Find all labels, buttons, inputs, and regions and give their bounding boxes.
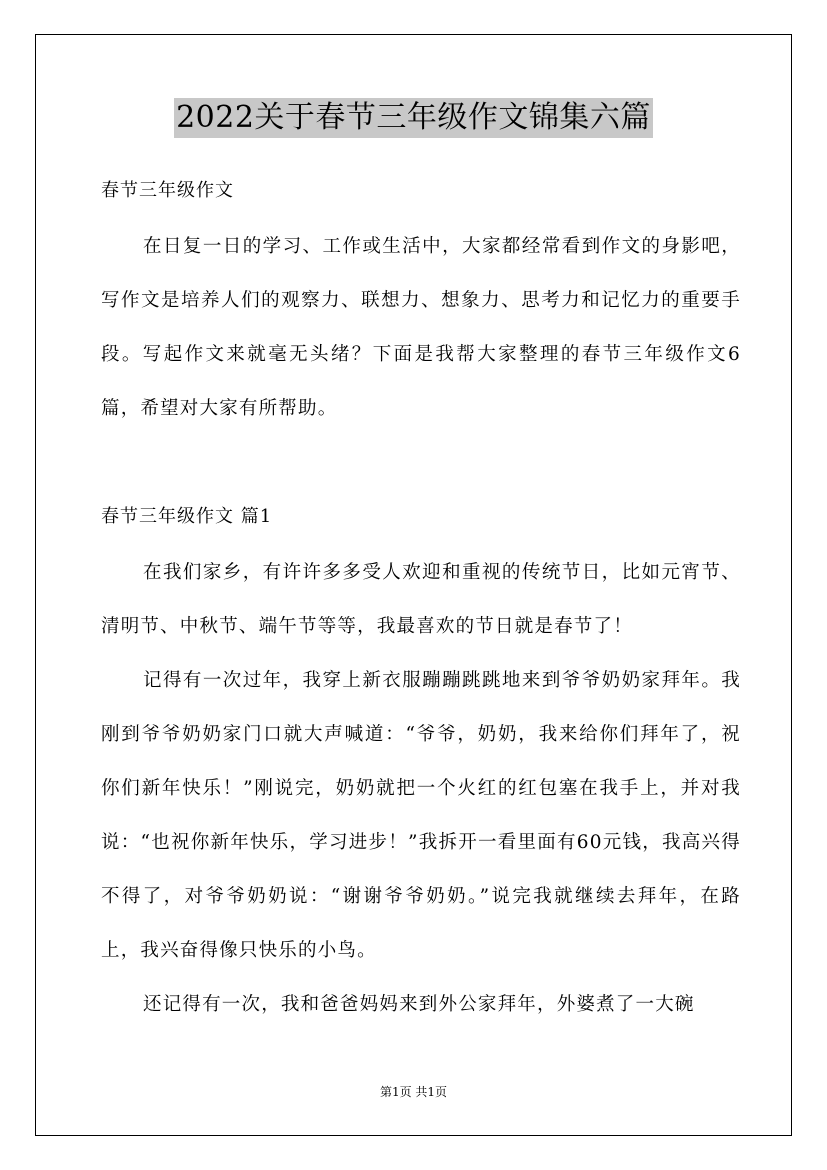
document-body xyxy=(101,176,741,1032)
title-wrapper xyxy=(0,98,827,138)
document-title: 2022关于春节三年级作文锦集六篇 xyxy=(174,98,653,138)
body-paragraph: 还记得有一次，我和爸爸妈妈来到外公家拜年，外婆煮了一大碗 xyxy=(143,994,695,1015)
page-footer: 第1页 共1页 xyxy=(379,1085,448,1099)
intro-paragraph: 在日复一日的学习、工作或生活中，大家都经常看到作文的身影吧，写作文是培养人们的观察力、联想力、想象力、思考力和记忆力的重要手段。写起作文来就毫无头绪？下面是我帮大家整理的春节三年级作文6篇，希望对大家有所帮助。 xyxy=(101,236,741,419)
body-paragraph: 在我们家乡，有许许多多受人欢迎和重视的传统节日，比如元宵节、清明节、中秋节、端午节等等，我最喜欢的节日就是春节了！ xyxy=(101,562,741,637)
section-heading: 春节三年级作文 篇1 xyxy=(101,506,273,527)
body-paragraph: 记得有一次过年，我穿上新衣服蹦蹦跳跳地来到爷爷奶奶家拜年。我刚到爷爷奶奶家门口就大声喊道：“爷爷，奶奶，我来给你们拜年了，祝你们新年快乐！”刚说完，奶奶就把一个火红的红包塞在我手上，并对我说：“也祝你新年快乐，学习进步！”我拆开一看里面有60元钱，我高兴得不得了，对爷爷奶奶说：“谢谢爷爷奶奶。”说完我就继续去拜年，在路上，我兴奋得像只快乐的小鸟。 xyxy=(101,670,741,961)
intro-heading: 春节三年级作文 xyxy=(101,180,234,201)
